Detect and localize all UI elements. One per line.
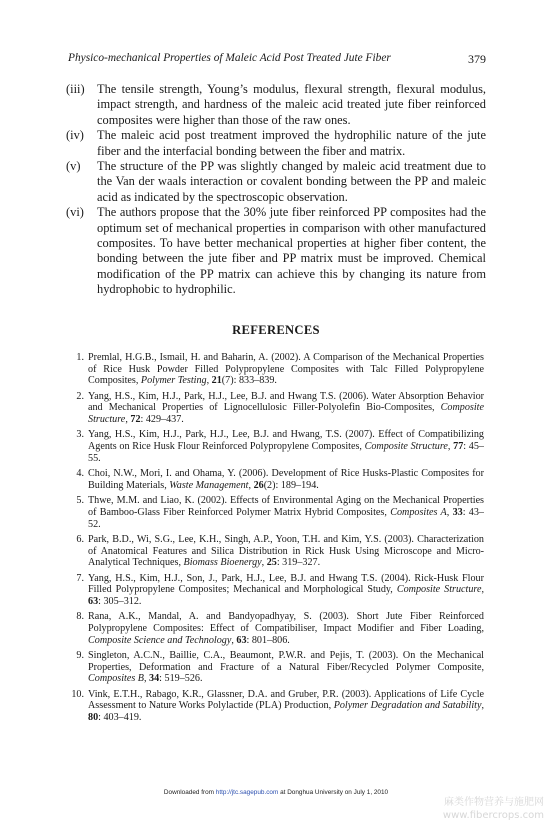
reference-separator: , [143, 673, 150, 685]
reference-pages: : 45–55. [88, 441, 484, 464]
conclusion-number: (iii) [66, 82, 85, 96]
download-footer [0, 789, 552, 796]
reference-authors: Choi, N.W., Mori, I. and Ohama, Y. (2006). Development of Rice Husks-Plastic Composites for Building Materials, [88, 468, 484, 491]
conclusion-list [66, 82, 486, 298]
reference-number: 3. [76, 429, 84, 441]
reference-entry [66, 352, 484, 387]
watermark-line-1: 麻类作物营养与施肥网 [444, 797, 544, 808]
reference-entry [66, 495, 484, 530]
reference-pages: (7): 833–839. [221, 375, 277, 387]
reference-journal: Polymer Testing [140, 375, 207, 387]
reference-journal: Composites B [88, 673, 144, 685]
reference-authors: Thwe, M.M. and Liao, K. (2002). Effects of Environmental Aging on the Mechanical Properties of Bamboo-Glass Fiber Reinforced Polymer Matrix Hybrid Composites, [88, 495, 484, 518]
reference-volume: 26 [253, 479, 264, 491]
reference-journal: Composite Science and Technology [88, 634, 232, 646]
reference-pages: : 429–437. [140, 414, 184, 426]
reference-journal: Composite Structure [396, 584, 482, 596]
reference-number: 6. [76, 533, 84, 545]
reference-entry [66, 468, 484, 491]
reference-volume: 34 [149, 673, 160, 685]
reference-authors: Singleton, A.C.N., Baillie, C.A., Beaumont, P.W.R. and Pejis, T. (2003). On the Mechanical Properties, Deformation and Fracture of a Natural Fiber/Recycled Polymer Composite, [88, 649, 484, 673]
conclusion-text: The maleic acid post treatment improved the hydrophilic nature of the jute fiber and the interfacial bonding between the fiber and matrix. [97, 128, 486, 158]
reference-volume: 63 [236, 634, 247, 646]
reference-separator: , [248, 479, 254, 491]
footer-link[interactable]: http://jtc.sagepub.com [215, 789, 279, 796]
reference-pages: : 519–526. [159, 673, 203, 685]
reference-entry [66, 611, 484, 646]
reference-pages: (2): 189–194. [263, 479, 319, 491]
reference-entry [66, 534, 484, 569]
reference-authors: Park, B.D., Wi, S.G., Lee, K.H., Singh, A.P., Yoon, T.H. and Kim, Y.S. (2003). Characterization of Anatomical Features and Silica Distribution in Rick Husk Using Microscope and Micro-Analytical Techniques, [88, 533, 484, 569]
conclusion-item [66, 205, 486, 297]
reference-authors: Rana, A.K., Mandal, A. and Bandyopadhyay, S. (2003). Short Jute Fiber Reinforced Polypropylene Composites: Effect of Compatibiliser, Impact Modifier and Fiber Loading, [88, 611, 484, 634]
reference-separator: , [481, 584, 484, 596]
reference-number: 7. [76, 572, 84, 584]
conclusion-number: (vi) [66, 205, 84, 220]
reference-authors: Yang, H.S., Kim, H.J., Park, H.J., Lee, B.J. and Hwang T.S. (2006). Water Absorption Behavior and Mechanical Properties of Lignocellulosic Filler-Polyolefin Bio-Composites, [88, 390, 484, 414]
reference-separator: , [261, 557, 267, 569]
reference-number: 4. [76, 468, 84, 480]
reference-separator: , [206, 375, 212, 387]
reference-separator: , [446, 506, 453, 518]
running-header [68, 52, 486, 68]
reference-journal: Composite Structure [88, 402, 484, 426]
reference-authors: Vink, E.T.H., Rabago, K.R., Glassner, D.A. and Gruber, P.R. (2003). Applications of Life Cycle Assessment to Nature Works Polylactide (PLA) Production, [88, 688, 484, 712]
reference-pages: : 403–419. [98, 712, 142, 724]
conclusion-text: The tensile strength, Young’s modulus, flexural strength, flexural modulus, impact strength, and hardness of the maleic acid treated jute fiber reinforced composites were higher than those of the raw ones. [97, 82, 486, 127]
watermark [443, 796, 544, 822]
reference-list [66, 352, 484, 727]
running-title: Physico-mechanical Properties of Maleic Acid Post Treated Jute Fiber [68, 52, 391, 64]
reference-volume: 72 [130, 414, 141, 426]
reference-volume: 77 [453, 441, 464, 453]
reference-volume: 21 [211, 375, 222, 387]
reference-separator: , [125, 414, 131, 426]
reference-number: 1. [76, 352, 84, 363]
reference-authors: Yang, H.S., Kim, H.J., Park, H.J., Lee, B.J. and Hwang, T.S. (2007). Effect of Compatibilizing Agents on Rice Husk Flour Reinforced Polypropylene Composites, [88, 429, 484, 453]
reference-number: 10. [71, 688, 84, 700]
reference-number: 8. [76, 611, 84, 623]
reference-entry [66, 391, 484, 426]
reference-number: 2. [76, 390, 84, 402]
reference-journal: Biomass Bioenergy [183, 557, 262, 569]
reference-entry [66, 573, 484, 608]
reference-separator: , [231, 634, 237, 646]
reference-number: 9. [76, 649, 84, 661]
reference-volume: 63 [88, 595, 99, 607]
reference-authors: Premlal, H.G.B., Ismail, H. and Baharin, A. (2002). A Comparison of the Mechanical Properties of Rice Husk Powder Filled Polypropylene Composites with Talc Filled Polypropylene Composites, [88, 352, 484, 387]
footer-prefix: Downloaded from [163, 789, 216, 796]
reference-volume: 25 [266, 557, 277, 569]
reference-journal: Composite Structure [364, 441, 448, 453]
reference-volume: 80 [88, 712, 99, 724]
page-number: 379 [468, 52, 486, 66]
reference-pages: : 305–312. [98, 595, 142, 607]
reference-separator: , [447, 441, 454, 453]
reference-pages: : 801–806. [246, 634, 290, 646]
conclusion-item [66, 159, 486, 205]
reference-pages: : 43–52. [88, 506, 484, 530]
conclusion-text: The structure of the PP was slightly changed by maleic acid treatment due to the Van der waals interaction or covalent bonding between the PP and maleic acid as indicated by the spectroscopic observation. [97, 159, 486, 204]
conclusion-item [66, 128, 486, 159]
reference-journal: Waste Management [169, 479, 249, 491]
conclusion-number: (v) [66, 159, 81, 174]
reference-number: 5. [76, 495, 84, 507]
reference-entry [66, 650, 484, 685]
reference-separator: , [481, 700, 485, 712]
reference-authors: Yang, H.S., Kim, H.J., Son, J., Park, H.J., Lee, B.J. and Hwang T.S. (2004). Rick-Husk Flour Filled Polypropylene Composites; Mechanical and Morphological Study, [88, 572, 484, 596]
conclusion-number: (iv) [66, 128, 84, 143]
reference-volume: 33 [452, 506, 463, 518]
references-heading: REFERENCES [232, 323, 320, 337]
reference-pages: : 319–327. [276, 557, 321, 569]
watermark-line-2: www.fibercrops.com [442, 810, 544, 821]
conclusion-item [66, 82, 486, 128]
reference-journal: Polymer Degradation and Satability [333, 700, 482, 712]
reference-journal: Composites A [390, 506, 447, 518]
reference-entry [66, 689, 484, 724]
reference-entry [66, 429, 484, 464]
conclusion-text: The authors propose that the 30% jute fiber reinforced PP composites had the optimum set of mechanical properties in comparison with other manufactured composites. To have better mechanical properties at higher fiber content, the bonding between the jute fiber and PP matrix must be improved. Chemical modification of the PP matrix can achieve this by changing its nature from hydrophobic to hydrophilic. [97, 205, 486, 297]
footer-suffix: at Donghua University on July 1, 2010 [278, 789, 389, 796]
